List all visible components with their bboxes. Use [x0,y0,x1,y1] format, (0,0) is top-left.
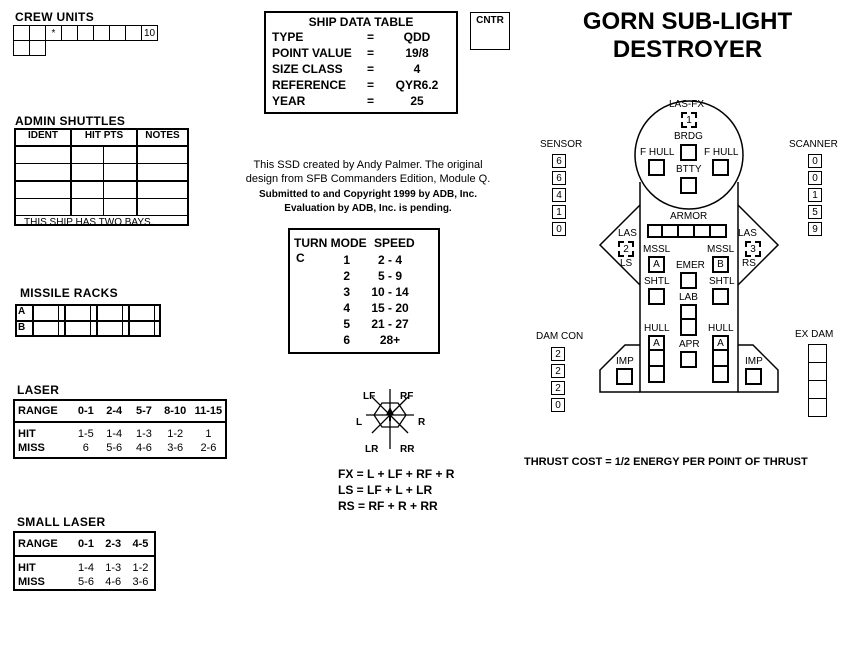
turn-mode-num: 4 [343,301,350,315]
exdam-box[interactable] [808,363,827,381]
las-left-box[interactable]: 2 [618,241,634,257]
bridge-box[interactable] [680,144,697,161]
armor-box[interactable] [679,224,695,238]
turn-mode-num: 1 [343,253,350,267]
credits-line3: Submitted to and Copyright 1999 by ADB, Inc. [259,189,477,200]
turn-mode-header: TURN MODE [294,236,367,250]
laser-hit-label: HIT [18,428,36,440]
shuttle-row[interactable] [16,147,187,164]
rack-letter: B [17,322,34,336]
missile-racks-label: MISSILE RACKS [20,286,118,300]
formula-ls: LS = LF + L + LR [338,483,433,497]
arc-label-lr: LR [365,444,379,455]
missile-rack-row[interactable] [17,306,159,322]
thrust-cost: THRUST COST = 1/2 ENERGY PER POINT OF THRUST [524,456,808,468]
ship-data-table [264,11,458,114]
turn-mode-rows [290,253,438,349]
f-hull-left-box[interactable] [648,159,665,176]
crew-cell[interactable] [13,25,30,41]
f-hull-right-box[interactable] [712,159,729,176]
rs-label: RS [742,258,756,269]
sensor-track [552,154,566,236]
arc-label-l: L [356,417,363,428]
sdt-eq: = [367,78,375,92]
laser-label: LASER [17,383,60,397]
crew-units-label: CREW UNITS [15,10,94,24]
f-hull-right-label: F HULL [704,147,739,158]
damcon-box[interactable]: 2 [551,381,565,395]
shuttle-row[interactable] [16,164,187,182]
shtl-right-label: SHTL [709,276,735,287]
brdg-label: BRDG [674,131,703,142]
sensor-box[interactable]: 6 [552,154,566,168]
las-fx-box[interactable]: 1 [681,112,697,128]
armor-box[interactable] [695,224,711,238]
turn-mode-num: 6 [343,333,350,347]
exdam-track [808,344,827,417]
scanner-box[interactable]: 1 [808,188,822,202]
mssl-b-box[interactable]: B [712,256,729,273]
small-laser-hit-cell: 1-2 [132,562,149,574]
imp-left-label: IMP [616,356,634,367]
sensor-box[interactable]: 6 [552,171,566,185]
turn-mode-num: 5 [343,317,350,331]
crew-cell[interactable] [13,40,30,56]
damcon-box[interactable]: 2 [551,347,565,361]
shuttle-right-box[interactable] [712,288,729,305]
scanner-box[interactable]: 0 [808,154,822,168]
hull-left-track [648,335,665,383]
mssl-right-label: MSSL [707,244,735,255]
hull-right-label: HULL [708,323,734,334]
crew-units-boxes [13,25,158,56]
crew-cell[interactable] [125,25,142,41]
sdt-eq: = [367,62,375,76]
credits-line2: design from SFB Commanders Edition, Module Q. [245,173,491,185]
arc-label-lf: LF [363,391,376,402]
missile-racks-table [15,304,161,337]
laser-hit-cell: 1-4 [106,428,123,440]
impulse-left-box[interactable] [616,368,633,385]
turn-mode-num: 2 [343,269,350,283]
battery-box[interactable] [680,177,697,194]
scanner-label: SCANNER [789,139,838,150]
arc-label-rf: RF [400,391,414,402]
admin-shuttles-table [14,128,189,226]
lab-box[interactable] [680,320,697,336]
hull-right-track [712,335,729,383]
speed-range: 28+ [379,333,401,347]
small-laser-col-header: 0-1 [78,538,94,550]
small-laser-miss-cell: 4-6 [105,576,122,588]
small-laser-table [13,531,156,591]
speed-range: 2 - 4 [377,253,402,267]
sdt-key: YEAR [272,94,306,108]
btty-label: BTTY [676,164,702,175]
shuttle-footer: THIS SHIP HAS TWO BAYS. [24,217,154,228]
las-fx-label: LAS-FX [669,99,705,110]
credits-line4: Evaluation by ADB, Inc. is pending. [284,203,452,214]
shtl-left-label: SHTL [644,276,670,287]
laser-hit-cell: 1-2 [167,428,184,440]
sdt-key: SIZE CLASS [272,62,343,76]
laser-col-header: 5-7 [135,405,152,417]
damcon-box[interactable]: 0 [551,398,565,412]
sensor-label: SENSOR [540,139,583,150]
impulse-right-box[interactable] [745,368,762,385]
speed-range: 21 - 27 [371,317,409,331]
arc-label-r: R [418,417,426,428]
sensor-box[interactable]: 4 [552,188,566,202]
small-laser-label: SMALL LASER [17,515,106,529]
shuttle-row[interactable] [16,199,187,216]
speed-range: 5 - 9 [377,269,402,283]
crew-cell[interactable] [29,25,46,41]
apr-label: APR [679,339,700,350]
las-right-label: LAS [738,228,757,239]
emer-box[interactable] [680,272,697,289]
hull-left-box[interactable]: A [648,335,665,351]
ship-title-line2: DESTROYER [612,36,763,63]
laser-miss-label: MISS [18,442,45,454]
scanner-box[interactable]: 5 [808,205,822,219]
cntr-label: CNTR [476,15,504,26]
sdt-val: 25 [410,94,424,108]
speed-header: SPEED [374,236,415,250]
ship-title-line1: GORN SUB-LIGHT [582,8,793,35]
laser-table [13,399,227,459]
shuttle-left-box[interactable] [648,288,665,305]
small-laser-miss-cell: 3-6 [132,576,149,588]
crew-cell[interactable] [61,25,78,41]
hull-left-box[interactable] [648,367,665,383]
lab-box[interactable] [680,304,697,320]
sensor-box[interactable]: 0 [552,222,566,236]
crew-cell[interactable] [93,25,110,41]
exdam-box[interactable] [808,381,827,399]
ls-label: LS [620,258,633,269]
scanner-track [808,154,822,236]
small-laser-col-header: 4-5 [132,538,149,550]
crew-cell[interactable] [29,40,46,56]
hull-right-box[interactable] [712,367,729,383]
credits-line1: This SSD created by Andy Palmer. The original [253,159,483,171]
sdt-val: 4 [413,62,421,76]
laser-col-header: 8-10 [164,405,187,417]
turn-mode-letter: C [296,251,305,265]
imp-right-label: IMP [745,356,763,367]
armor-box[interactable] [663,224,679,238]
shuttle-header: HIT PTS [72,130,138,145]
laser-miss-cell: 4-6 [135,442,152,454]
missile-rack-row[interactable] [17,322,159,336]
hull-left-box[interactable] [648,351,665,367]
las-left-label: LAS [618,228,637,239]
small-laser-miss-label: MISS [18,576,45,588]
laser-miss-cell: 2-6 [200,442,217,454]
laser-miss-cell: 3-6 [167,442,184,454]
credits [218,158,518,216]
laser-miss-cell: 6 [82,442,89,454]
ship-title [560,8,815,64]
mssl-left-label: MSSL [643,244,671,255]
armor-box[interactable] [647,224,663,238]
lab-label: LAB [679,292,698,303]
crew-cell[interactable] [77,25,94,41]
shuttle-header: IDENT [16,130,72,145]
rack-letter: A [17,306,34,320]
sdt-val: 19/8 [405,46,429,60]
scanner-box[interactable]: 9 [808,222,822,236]
laser-hit-cell: 1 [205,428,212,440]
formula-rs: RS = RF + R + RR [338,499,438,513]
laser-miss-cell: 5-6 [106,442,123,454]
damcon-track [551,347,565,412]
damcon-label: DAM CON [536,331,584,342]
sdt-key: TYPE [272,30,304,44]
admin-shuttles-label: ADMIN SHUTTLES [15,114,126,128]
arc-label-rr: RR [400,444,415,455]
speed-range: 10 - 14 [371,285,409,299]
laser-col-header: 2-4 [106,405,123,417]
hull-right-box[interactable] [712,351,729,367]
emer-label: EMER [676,260,705,271]
shuttle-row[interactable] [16,182,187,199]
scanner-box[interactable]: 0 [808,171,822,185]
small-laser-range-header: RANGE [18,538,58,550]
mssl-a-box[interactable]: A [648,256,665,273]
small-laser-hit-cell: 1-4 [78,562,94,574]
apr-box[interactable] [680,351,697,368]
arc-formulas [338,466,454,514]
sdt-eq: = [367,46,375,60]
shuttle-header: NOTES [145,130,180,141]
laser-range-header: RANGE [18,405,58,417]
formula-fx: FX = L + LF + RF + R [338,467,455,481]
sdt-key: POINT VALUE [272,46,352,60]
cntr-box [470,12,510,50]
exdam-label: EX DAM [795,329,834,340]
crew-cell[interactable] [109,25,126,41]
damcon-box[interactable]: 2 [551,364,565,378]
small-laser-miss-cell: 5-6 [78,576,94,588]
sdt-key: REFERENCE [272,78,347,92]
small-laser-col-header: 2-3 [105,538,122,550]
laser-col-header: 0-1 [77,405,94,417]
crew-cell[interactable]: 10 [141,25,158,41]
ship-data-title: SHIP DATA TABLE [308,15,414,29]
crew-cell[interactable]: * [45,25,62,41]
exdam-box[interactable] [808,344,827,363]
turn-mode-num: 3 [343,285,350,299]
exdam-box[interactable] [808,399,827,417]
armor-label: ARMOR [670,211,708,222]
sensor-box[interactable]: 1 [552,205,566,219]
arrow-up-icon [386,407,394,421]
laser-col-header: 11-15 [194,405,223,417]
sdt-val: QYR6.2 [395,78,439,92]
armor-track [647,224,727,238]
las-right-box[interactable]: 3 [745,241,761,257]
armor-box[interactable] [711,224,727,238]
laser-hit-cell: 1-5 [77,428,94,440]
speed-range: 15 - 20 [371,301,409,315]
hull-left-label: HULL [644,323,670,334]
small-laser-hit-label: HIT [18,562,36,574]
sdt-eq: = [367,94,375,108]
lab-track [680,304,697,336]
small-laser-hit-cell: 1-3 [105,562,122,574]
hull-right-box[interactable]: A [712,335,729,351]
laser-hit-cell: 1-3 [135,428,152,440]
f-hull-left-label: F HULL [640,147,675,158]
sdt-val: QDD [403,30,431,44]
sdt-eq: = [367,30,375,44]
